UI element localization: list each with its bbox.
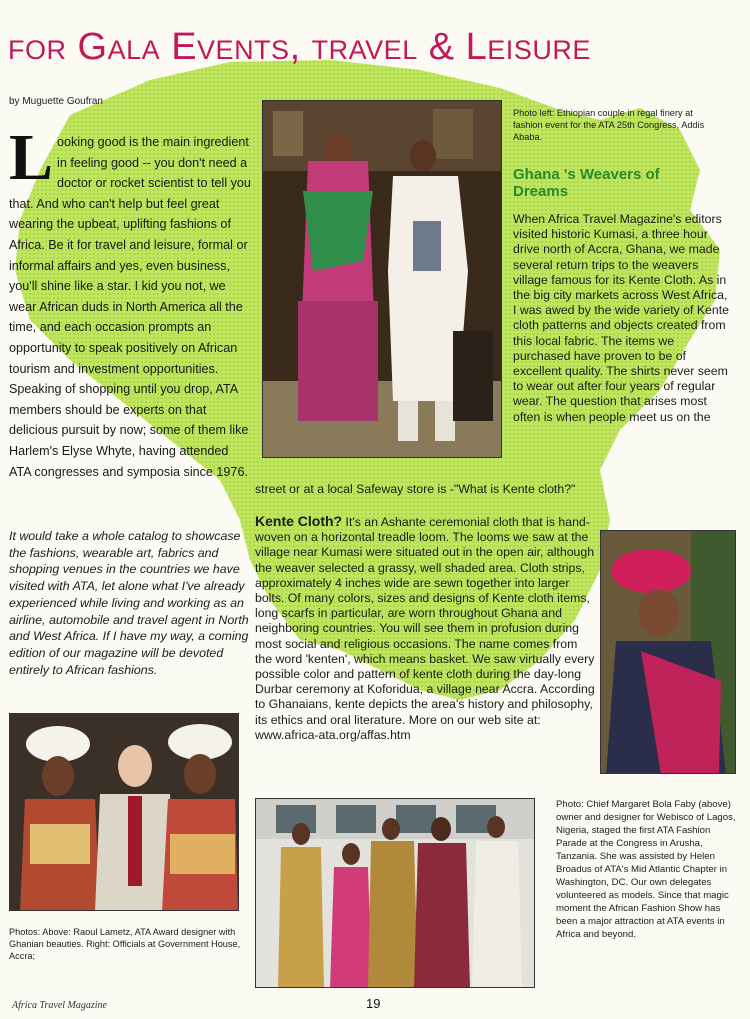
page-headline: for Gala Events, travel & Leisure: [8, 26, 591, 68]
drop-cap: L: [9, 121, 54, 194]
caption-lametz: Photos: Above: Raoul Lametz, ATA Award designer with Ghanian beauties. Right: Officials at Government House, Accra;: [9, 927, 241, 962]
photo-government-house-image: [256, 799, 535, 988]
photo-lametz: [9, 713, 239, 911]
weavers-tail: street or at a local Safeway store is -"What is Kente cloth?": [255, 482, 576, 496]
photo-chief-faby: [600, 530, 736, 774]
photo-lametz-image: [10, 714, 239, 911]
weavers-heading: Ghana 's Weavers of Dreams: [513, 166, 660, 200]
photo-chief-faby-image: [601, 531, 736, 774]
intro-paragraph: [9, 121, 251, 482]
photo-government-house: [255, 798, 535, 988]
photo-ethiopian-couple-image: [263, 101, 502, 458]
caption-faby: Photo: Chief Margaret Bola Faby (above) owner and designer for Webisco of Lagos, Nigeria, staged the first ATA Fashion Parade at the Congress in Arusha, Tanzania. She was assisted by Helen Broadus of ATA's Mid Atlantic Chapter in Washington, DC. Our own delegates volunteered as models. Since that magic moment the African Fashion Show has been a major attraction at ATA events in Africa and beyond.: [556, 799, 736, 940]
kente-lead: Kente Cloth?: [255, 513, 343, 529]
weavers-body: When Africa Travel Magazine's editors visited historic Kumasi, a three hour drive north of Accra, Ghana, we made several return trips to the weavers village famous for its Kente Cloth. As in the big city markets across West Africa, I was awed by the wide variety of Kente cloth patterns and objects created from this local fabric. The items we purchased have proven to be of excellent quality. The shirts never seem to wear out after four years of regular wear. The question that arises most often is when people meet us on the: [513, 212, 729, 424]
photo-ethiopian-couple: [262, 100, 502, 458]
page-number: 19: [366, 996, 381, 1011]
kente-body: It's an Ashante ceremonial cloth that is hand-woven on a horizontal treadle loom. The looms we saw at the village near Kumasi were situated out in the open air, although the weaver selected a grassy, well shaded area. Cloth strips, approximately 4 inches wide are sewn together into larger bolts. Of many colors, sizes and designs of Kente cloth items, long scarfs in particular, are worn throughout Ghana and neighboring countries. You will see them in profusion during most social and religious occasions. The name comes from the word 'kenten', which means basket. We saw virtually every possible color and pattern of kente cloth during the day-long Durbar ceremony at Koforidua, a village near Accra. According to Ghanaians, kente depicts the area's history and philosophy, its ethics and oral literature. More on our web site at: www.africa-ata.org/affas.htm: [255, 515, 595, 742]
intro-text: ooking good is the main ingredient in feeling good -- you don't need a doctor or rocket scientist to tell you that. And who can't help but feel great wearing the upbeat, uplifting fashions of Africa. Be it for travel and leisure, formal or informal affairs and yes, even business, you'll shine like a star. I kid you not, we wear African duds in North America all the time, and each occasion prompts an opportunity to speak positively on African tourism and investment opportunities. Speaking of shopping until you drop, ATA members should be experts on that delicious pursuit by now; some of them like Harlem's Elyse Whyte, having attended ATA congresses and symposia since 1976.: [9, 135, 251, 479]
footer-magazine-name: Africa Travel Magazine: [12, 1000, 107, 1011]
byline: by Muguette Goufran: [9, 96, 103, 107]
caption-ethiopian: Photo left: Ethiopian couple in regal finery at fashion event for the ATA 25th Congress, Addis Ababa.: [513, 108, 705, 143]
catalog-paragraph: It would take a whole catalog to showcase the fashions, wearable art, fabrics and shopping venues in the countries we have visited with ATA, let alone what I've already experienced while living and working as an airline, automobile and travel agent in North and West Africa. If I have my way, a coming edition of our magazine will be devoted entirely to African fashions.: [9, 529, 249, 677]
kente-paragraph: [255, 514, 595, 743]
